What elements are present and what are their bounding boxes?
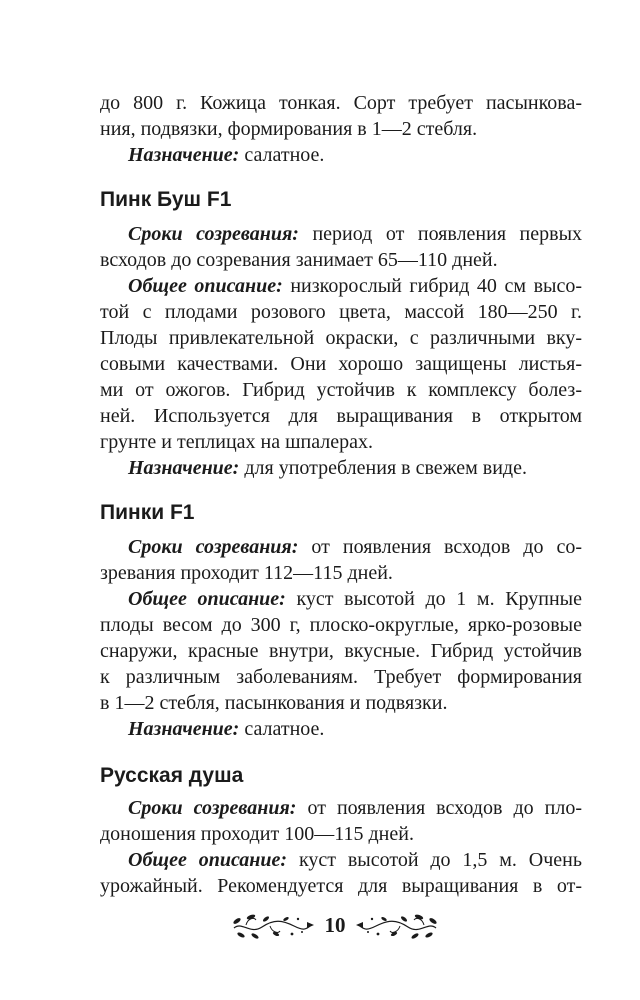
ripening-paragraph [100,534,582,586]
description-paragraph [100,273,582,455]
ripening-paragraph [100,795,582,847]
text-line [128,455,582,481]
text-line: снаружи, красные внутри, вкусные. Гибрид устойчив [100,640,582,662]
text-line: ней. Используется для выращивания в открытом [100,405,582,427]
ripening-text: период от появления первых [312,223,583,245]
description-label: Общее описание: [128,588,286,610]
text-line [128,142,582,168]
purpose-text: салатное. [244,144,325,166]
variety-section [100,500,582,742]
vine-ornament-icon [354,908,438,942]
variety-title: Пинк Буш F1 [100,188,232,211]
text-line: в 1—2 стебля, пасынкования и подвязки. [100,692,448,714]
purpose-paragraph [100,716,582,742]
description-paragraph [100,586,582,716]
variety-section [100,187,582,481]
text-line: всходов до созревания занимает 65—110 дней. [100,249,498,271]
text-line: Плоды привлекательной окраски, с различными вку- [100,327,582,349]
purpose-text: салатное. [244,718,325,740]
text-line: урожайный. Рекомендуется для выращивания в от- [100,875,582,897]
variety-title: Пинки F1 [100,501,195,524]
purpose-paragraph [100,142,582,168]
text-line: ния, подвязки, формирования в 1—2 стебля. [100,118,478,140]
page-number: 10 [324,913,346,937]
description-text: низкорослый гибрид 40 см высо- [290,275,582,297]
text-line: плоды весом до 300 г, плоско-округлые, ярко-розовые [100,614,582,636]
text-line: к различным заболеваниям. Требует формирования [100,666,582,688]
text-line [128,716,582,742]
purpose-text: для употребления в свежем виде. [244,457,527,479]
text-line: до 800 г. Кожица тонкая. Сорт требует пасынкова- [100,92,582,114]
purpose-label: Назначение: [128,144,240,166]
ripening-text: от появления всходов до со- [311,536,583,558]
intro-paragraph [100,90,582,142]
text-line: зревания проходит 112—115 дней. [100,562,393,584]
text-line [128,273,582,299]
text-line: совыми качествами. Они хорошо защищены листья- [100,353,582,375]
text-line [128,586,582,612]
ripening-label: Сроки созревания: [128,536,299,558]
text-line [128,221,582,247]
text-line: ми от ожогов. Гибрид устойчив к комплексу болез- [100,379,582,401]
text-line [128,795,582,821]
text-line: грунте и теплицах на шпалерах. [100,431,374,453]
text-line [128,847,582,873]
purpose-paragraph [100,455,582,481]
description-paragraph [100,847,582,899]
vine-ornament-icon [232,908,316,942]
ripening-paragraph [100,221,582,273]
text-line: той с плодами розового цвета, массой 180—250 г. [100,301,582,323]
text-column [100,90,582,899]
text-line: доношения проходит 100—115 дней. [100,823,414,845]
variety-title: Русская душа [100,764,244,787]
description-text: куст высотой до 1,5 м. Очень [298,849,582,871]
ripening-label: Сроки созревания: [128,797,297,819]
purpose-label: Назначение: [128,718,240,740]
text-line [128,534,582,560]
description-label: Общее описание: [128,849,288,871]
variety-section [100,763,582,899]
description-label: Общее описание: [128,275,283,297]
page-footer [232,908,438,942]
description-text: куст высотой до 1 м. Крупные [296,588,582,610]
ripening-text: от появления всходов до пло- [307,797,582,819]
purpose-label: Назначение: [128,457,240,479]
ripening-label: Сроки созревания: [128,223,299,245]
